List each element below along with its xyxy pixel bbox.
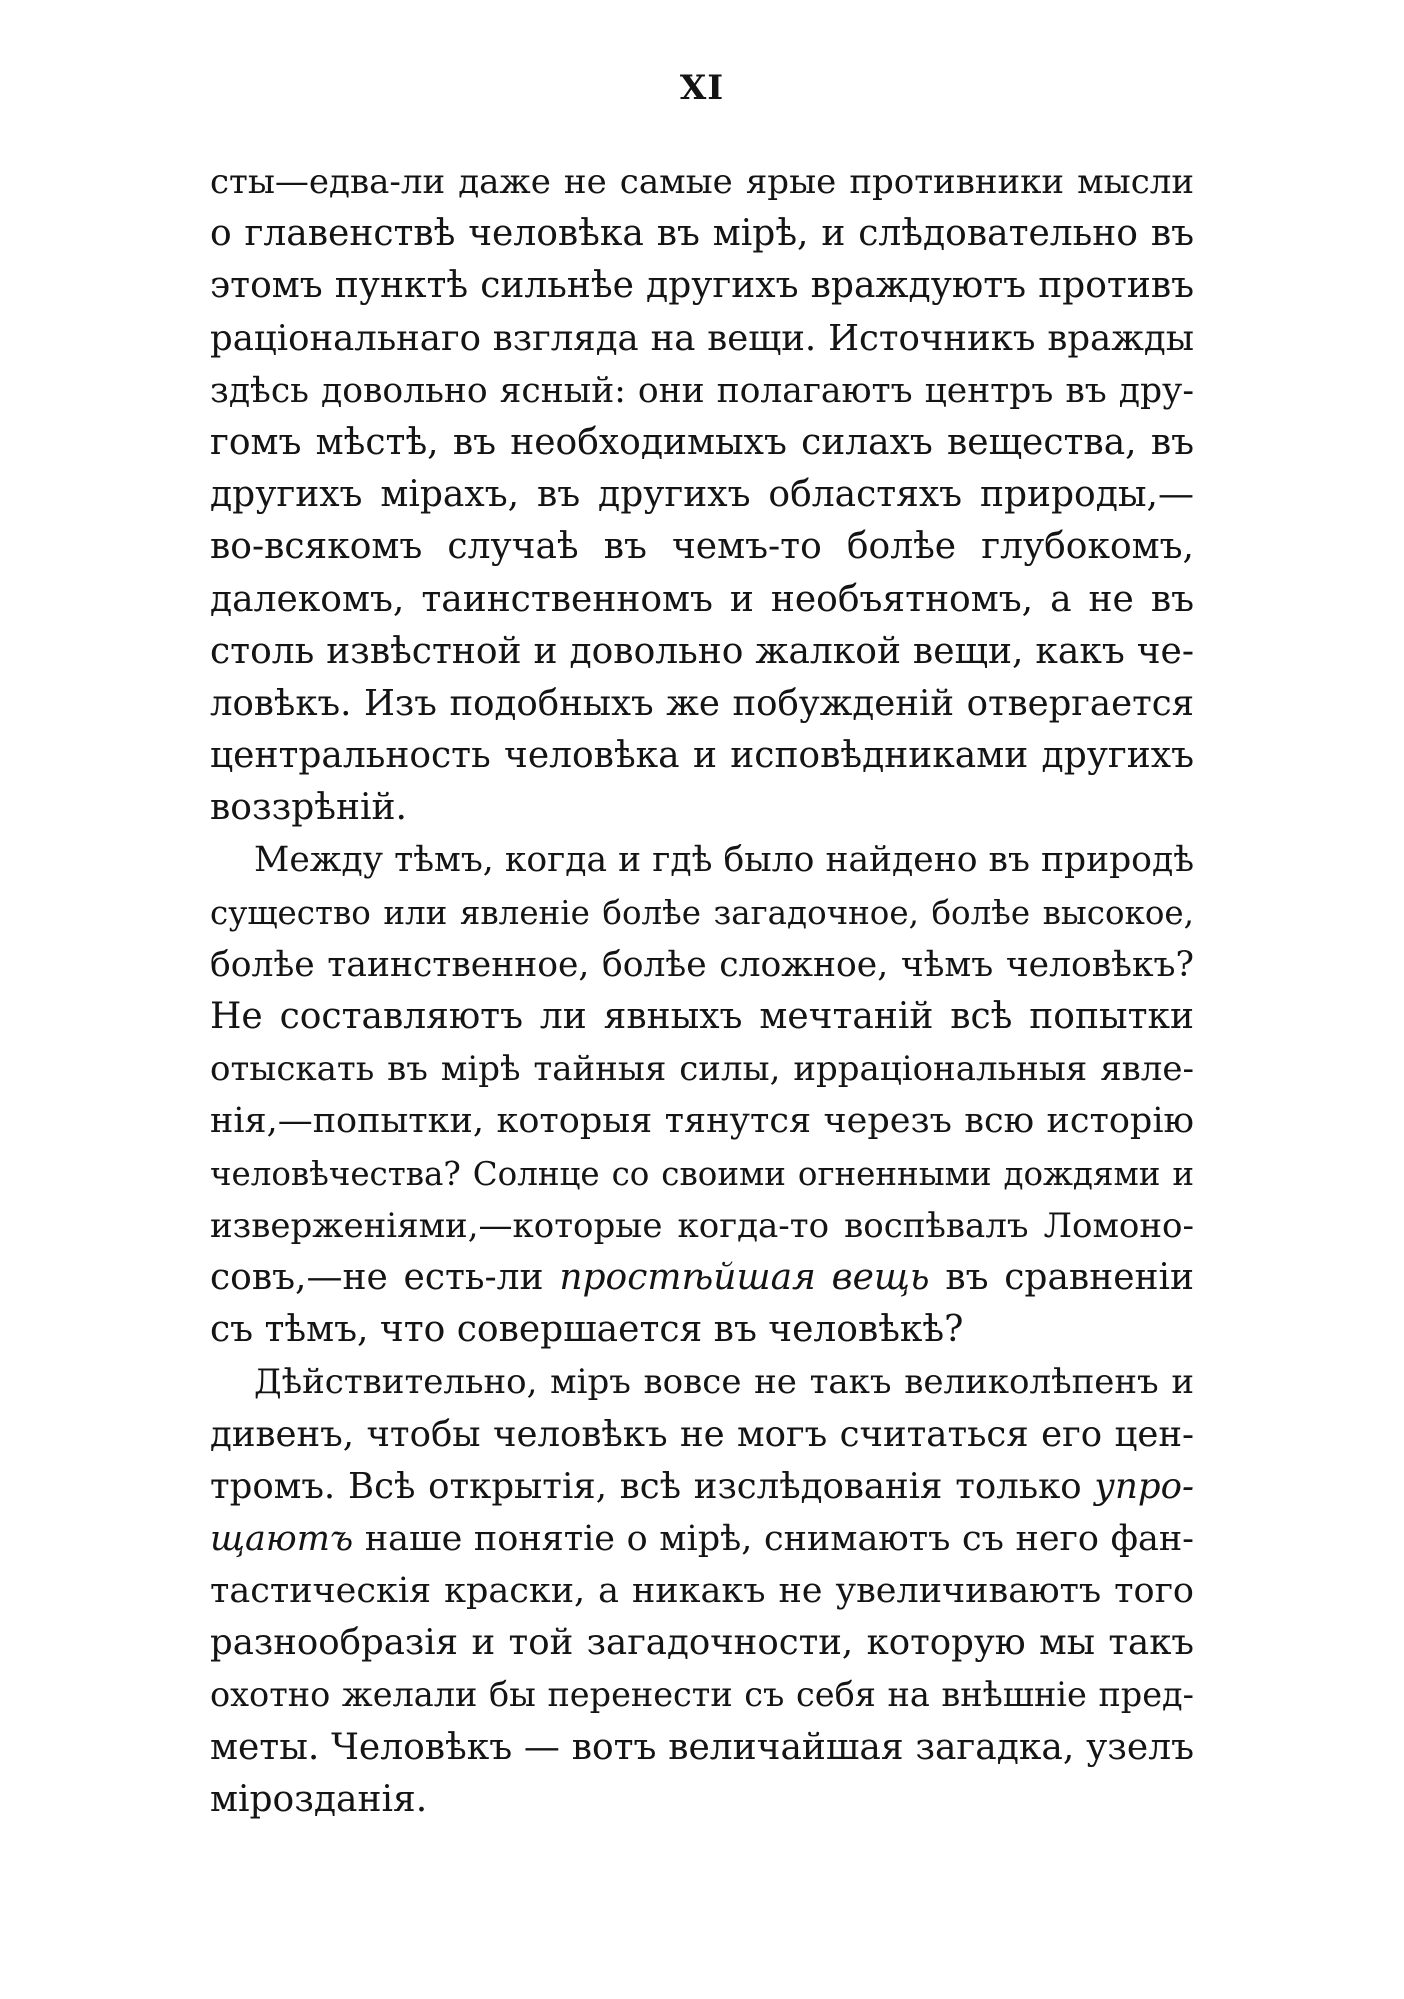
text-line — [210, 1461, 1194, 1513]
text-line: человѣчества? Солнце со своими огненными дождями и — [210, 1154, 1194, 1193]
text-line: Не составляютъ ли явныхъ мечтаній всѣ попытки — [210, 996, 1194, 1037]
text-line: воззрѣній. — [210, 787, 407, 829]
text-line: центральность человѣка и исповѣдниками другихъ — [210, 735, 1194, 777]
text-line: Дѣйствительно, міръ вовсе не такъ великолѣпенъ и — [254, 1362, 1194, 1403]
text-segment: совъ,—не есть-ли — [210, 1256, 544, 1298]
text-segment: въ сравненіи — [945, 1256, 1194, 1298]
text-line: здѣсь довольно ясный: они полагаютъ центръ въ дру- — [210, 370, 1194, 411]
text-line: далекомъ, таинственномъ и необъятномъ, а не въ — [210, 578, 1194, 620]
text-line: существо или явленіе болѣе загадочное, болѣе высокое, — [210, 893, 1194, 932]
text-line: Между тѣмъ, когда и гдѣ было найдено въ природѣ — [254, 840, 1194, 881]
text-line: изверженіями,—которые когда-то воспѣвалъ Ломоно- — [210, 1205, 1194, 1246]
text-line: во-всякомъ случаѣ въ чемъ-то болѣе глубокомъ, — [210, 526, 1194, 568]
body-text — [210, 156, 1194, 1826]
text-line: столь извѣстной и довольно жалкой вещи, какъ че- — [210, 630, 1194, 672]
emphasis-text: упро- — [1094, 1465, 1194, 1507]
page-number: XI — [679, 68, 725, 108]
paragraph-3 — [210, 1356, 1194, 1826]
text-line: дивенъ, чтобы человѣкъ не могъ считаться его цен- — [210, 1413, 1194, 1455]
text-line: другихъ мірахъ, въ другихъ областяхъ природы,— — [210, 474, 1194, 516]
text-line: мірозданія. — [210, 1778, 428, 1820]
text-line: болѣе таинственное, болѣе сложное, чѣмъ человѣкъ? — [210, 944, 1194, 985]
text-line: меты. Человѣкъ — вотъ величайшая загадка, узелъ — [210, 1726, 1194, 1768]
text-line: сты—едва-ли даже не самые ярые противники мысли — [210, 162, 1194, 202]
emphasis-text: простѣйшая вещь — [559, 1256, 930, 1298]
text-line: гомъ мѣстѣ, въ необходимыхъ силахъ вещества, въ — [210, 421, 1194, 463]
text-segment: тромъ. Всѣ открытія, всѣ изслѣдованія только — [210, 1465, 1082, 1507]
text-line — [210, 1513, 1194, 1565]
text-line: ловѣкъ. Изъ подобныхъ же побужденій отвергается — [210, 682, 1194, 724]
text-line: отыскать въ мірѣ тайныя силы, ирраціональныя явле- — [210, 1049, 1194, 1090]
paragraph-1 — [210, 156, 1194, 834]
text-line: тастическія краски, а никакъ не увеличиваютъ того — [210, 1571, 1194, 1612]
emphasis-text: щаютъ — [210, 1518, 354, 1559]
text-line: раціональнаго взгляда на вещи. Источникъ вражды — [210, 317, 1194, 359]
text-line: разнообразія и той загадочности, которую мы такъ — [210, 1622, 1194, 1664]
text-line: нія,—попытки, которыя тянутся черезъ всю исторію — [210, 1101, 1194, 1142]
text-line: съ тѣмъ, что совершается въ человѣкѣ? — [210, 1309, 964, 1351]
text-line: охотно желали бы перенести съ себя на внѣшніе пред- — [210, 1675, 1194, 1715]
paragraph-2 — [210, 834, 1194, 1356]
text-line — [210, 1252, 1194, 1304]
text-line: о главенствѣ человѣка въ мірѣ, и слѣдовательно въ — [210, 213, 1194, 255]
text-line: этомъ пунктѣ сильнѣе другихъ враждуютъ противъ — [210, 265, 1194, 307]
text-segment: наше понятіе о мірѣ, снимаютъ съ него фан- — [364, 1518, 1194, 1559]
